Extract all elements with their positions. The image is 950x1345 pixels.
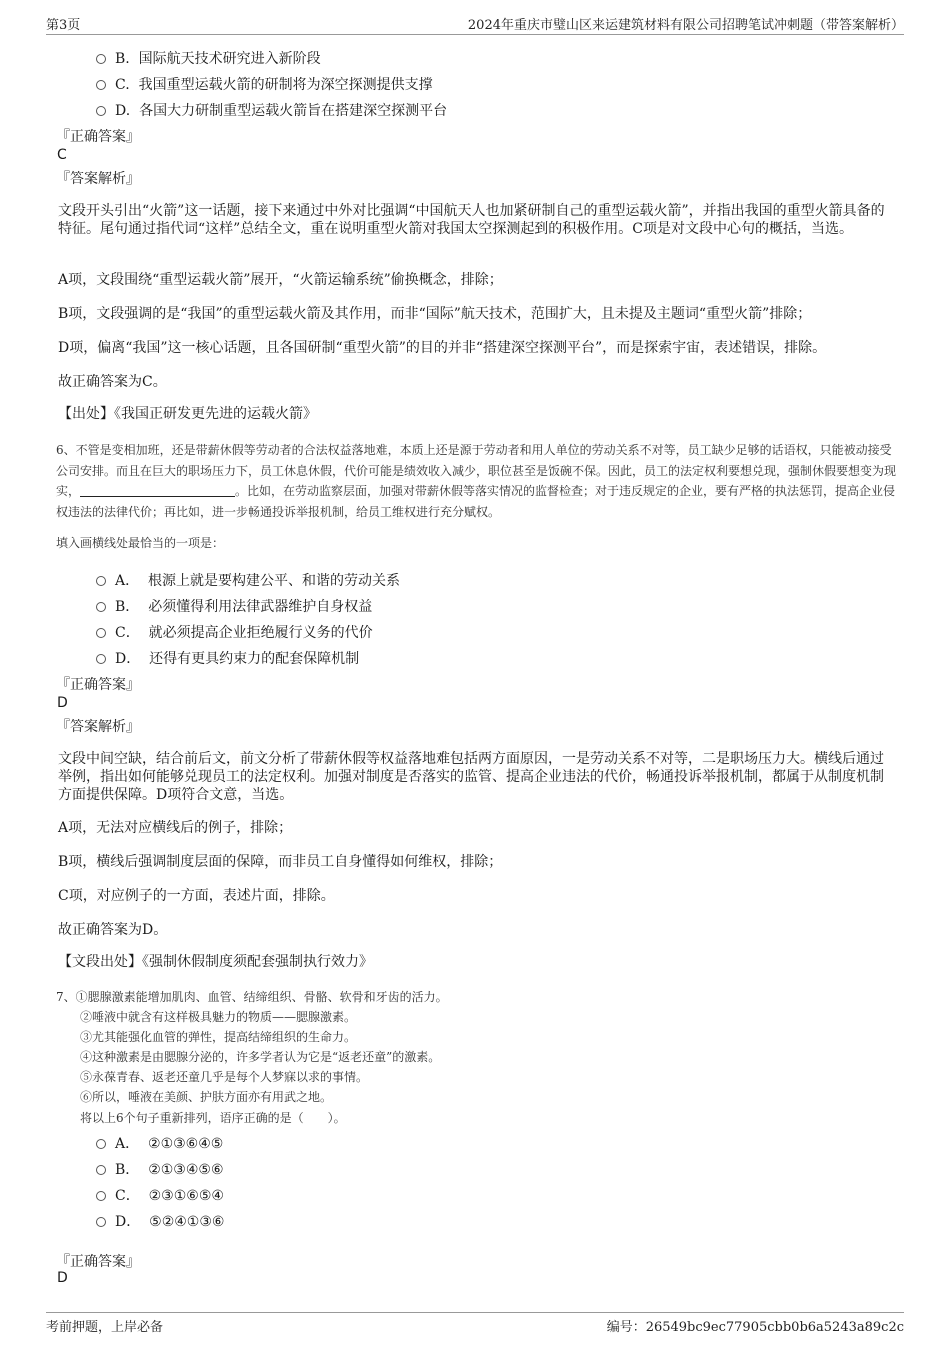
radio-icon[interactable] [96, 1139, 106, 1149]
q6-answer-heading: 『正确答案』 [56, 677, 140, 693]
q5-option-d[interactable]: D. 各国大力研制重型运载火箭旨在搭建深空探测平台 [96, 100, 447, 120]
q5-source: 【出处】《我国正研发更先进的运载火箭》 [58, 406, 317, 422]
q7-option-a[interactable]: A． ②①③⑥④⑤ [96, 1133, 223, 1153]
q5-option-b[interactable]: B. 国际航天技术研究进入新阶段 [96, 48, 321, 68]
q6-analysis-main: 文段中间空缺，结合前后文，前文分析了带薪休假等权益落地难包括两方面原因，一是劳动关系不对等，二是职场压力大。横线后通过举例，指出如何能够兑现员工的法定权利。加强对制度是否落实的监管、提高企业违法的代价，畅通投诉举报机制，都属于从制度机制方面提供保障。D项符合文意，当选。 [58, 751, 884, 803]
page-number: 第3页 [46, 18, 81, 33]
fill-blank [80, 484, 235, 497]
q5-answer: C [57, 147, 67, 163]
page-header [46, 14, 904, 35]
q6-analysis-b: B项，横线后强调制度层面的保障，而非员工自身懂得如何维权，排除； [58, 854, 503, 870]
q6-option-b[interactable]: B． 必须懂得利用法律武器维护自身权益 [96, 596, 372, 616]
q6-option-d[interactable]: D． 还得有更具约束力的配套保障机制 [96, 648, 359, 668]
document-title: 2024年重庆市璧山区来运建筑材料有限公司招聘笔试冲刺题（带答案解析） [467, 18, 904, 33]
radio-icon[interactable] [96, 628, 106, 638]
radio-icon[interactable] [96, 602, 106, 612]
q7-option-b[interactable]: B． ②①③④⑤⑥ [96, 1159, 224, 1179]
page-footer [46, 1312, 904, 1335]
q5-analysis-d: D项，偏离“我国”这一核心话题，且各国研制“重型火箭”的目的并非“搭建深空探测平台”，而是探索宇宙，表述错误，排除。 [58, 340, 827, 356]
radio-icon[interactable] [96, 106, 106, 116]
radio-icon[interactable] [96, 54, 106, 64]
document-serial: 编号：26549bc9ec77905cbb0b6a5243a89c2c [606, 1320, 904, 1335]
q7-answer: D [57, 1270, 68, 1286]
q7-sentence-3: ③尤其能强化血管的弹性，提高结缔组织的生命力。 [80, 1030, 357, 1044]
q6-analysis-heading: 『答案解析』 [56, 719, 140, 735]
q6-prompt: 填入画横线处最恰当的一项是： [56, 536, 225, 550]
q6-option-c[interactable]: C． 就必须提高企业拒绝履行义务的代价 [96, 622, 373, 642]
q5-conclusion: 故正确答案为C。 [58, 374, 167, 390]
q7-sentence-1: 7、①腮腺激素能增加肌肉、血管、结缔组织、骨骼、软骨和牙齿的活力。 [56, 990, 448, 1004]
q5-answer-heading: 『正确答案』 [56, 129, 140, 145]
q5-analysis-main: 文段开头引出“火箭”这一话题，接下来通过中外对比强调“中国航天人也加紧研制自己的重型运载火箭”，并指出我国的重型火箭具备的特征。尾句通过指代词“这样”总结全文，重在说明重型火箭对我国太空探测起到的积极作用。C项是对文段中心句的概括，当选。 [58, 203, 885, 237]
q6-answer: D [57, 695, 68, 711]
radio-icon[interactable] [96, 80, 106, 90]
q7-prompt: 将以上6个句子重新排列，语序正确的是（ ）。 [80, 1111, 346, 1125]
q7-answer-heading: 『正确答案』 [56, 1254, 140, 1270]
radio-icon[interactable] [96, 1165, 106, 1175]
radio-icon[interactable] [96, 1191, 106, 1201]
q6-source: 【文段出处】《强制休假制度须配套强制执行效力》 [58, 954, 373, 970]
radio-icon[interactable] [96, 576, 106, 586]
q5-analysis-b: B项，文段强调的是“我国”的重型运载火箭及其作用，而非“国际”航天技术，范围扩大，且未提及主题词“重型火箭”排除； [58, 306, 812, 322]
q6-analysis-c: C项，对应例子的一方面，表述片面，排除。 [58, 888, 335, 904]
footer-slogan: 考前押题，上岸必备 [46, 1320, 164, 1335]
q7-sentence-6: ⑥所以，唾液在美颜、护肤方面亦有用武之地。 [80, 1090, 333, 1104]
q7-sentence-2: ②唾液中就含有这样极具魅力的物质——腮腺激素。 [80, 1010, 357, 1024]
q5-analysis-heading: 『答案解析』 [56, 171, 140, 187]
radio-icon[interactable] [96, 1217, 106, 1227]
q7-sentence-5: ⑤永葆青春、返老还童几乎是每个人梦寐以求的事情。 [80, 1070, 369, 1084]
q7-option-d[interactable]: D． ⑤②④①③⑥ [96, 1211, 224, 1231]
q5-analysis-a: A项，文段围绕“重型运载火箭”展开，“火箭运输系统”偷换概念，排除； [58, 272, 503, 288]
q6-conclusion: 故正确答案为D。 [58, 922, 168, 938]
q7-option-c[interactable]: C． ②③①⑥⑤④ [96, 1185, 224, 1205]
q6-option-a[interactable]: A． 根源上就是要构建公平、和谐的劳动关系 [96, 570, 400, 590]
radio-icon[interactable] [96, 654, 106, 664]
q7-sentence-4: ④这种激素是由腮腺分泌的，许多学者认为它是“返老还童”的激素。 [80, 1050, 441, 1064]
q6-analysis-a: A项，无法对应横线后的例子，排除； [58, 820, 293, 836]
q5-option-c[interactable]: C. 我国重型运载火箭的研制将为深空探测提供支撑 [96, 74, 433, 94]
q6-stem: 6、不管是变相加班，还是带薪休假等劳动者的合法权益落地难，本质上还是源于劳动者和用人单位的劳动关系不对等，员工缺少足够的话语权，只能被动接受公司安排。而且在巨大的职场压力下，员工休息休假，代价可能是绩效收入减少，职位甚至是饭碗不保。因此，员工的法定权利要想兑现，强制休假要想变为现实， 。比如，在劳动监察层面，加强对带薪休假等落实情况的监督检查；对于违反规定的企业，要有严格的执法惩罚，提高企业侵权违法的法律代价；再比如，进一步畅通投诉举报机制，给员工维权进行充分赋权。 [56, 443, 897, 519]
